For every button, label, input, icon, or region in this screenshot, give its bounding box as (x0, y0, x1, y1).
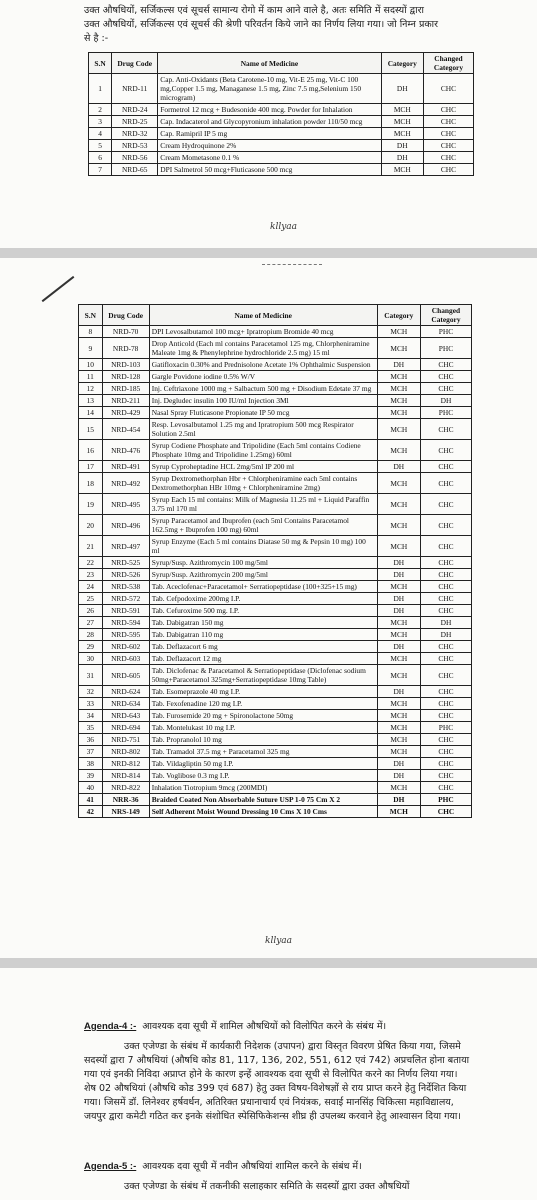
drug-code-cell: NRD-624 (102, 686, 149, 698)
changed-category-cell: CHC (420, 359, 471, 371)
category-cell: MCH (377, 581, 420, 593)
serial-cell: 33 (79, 698, 103, 710)
drug-code-cell: NRD-591 (102, 605, 149, 617)
serial-cell: 22 (79, 557, 103, 569)
drug-code-cell: NRD-492 (102, 473, 149, 494)
table-row (79, 461, 472, 473)
medicine-name-cell: Tab. Dabigatran 150 mg (149, 617, 377, 629)
table-row (79, 383, 472, 395)
table-row (79, 407, 472, 419)
category-cell: DH (377, 461, 420, 473)
serial-cell: 29 (79, 641, 103, 653)
medicine-name-cell: Tab. Dabigatran 110 mg (149, 629, 377, 641)
changed-category-cell: CHC (423, 128, 473, 140)
table-row (79, 665, 472, 686)
changed-category-cell: PHC (420, 722, 471, 734)
drug-code-cell: NRD-496 (102, 515, 149, 536)
drug-code-cell: NRD-694 (102, 722, 149, 734)
drug-code-cell: NRD-495 (102, 494, 149, 515)
column-header: Changed Category (420, 305, 471, 326)
category-cell: MCH (381, 164, 423, 176)
category-cell: MCH (377, 629, 420, 641)
serial-cell: 25 (79, 593, 103, 605)
category-cell: DH (377, 593, 420, 605)
changed-category-cell: CHC (420, 758, 471, 770)
column-header: S.N (79, 305, 103, 326)
agenda-5-title: आवश्यक दवा सूची में नवीन औषधियां शामिल करने के संबंध में। (142, 1161, 362, 1172)
changed-category-cell: DH (420, 629, 471, 641)
changed-category-cell: CHC (423, 140, 473, 152)
table-row (79, 746, 472, 758)
column-header: S.N (89, 53, 112, 74)
category-cell: MCH (377, 734, 420, 746)
agenda-4-title: आवश्यक दवा सूची में शामिल औषधियों को विलोपित करने के संबंध में। (142, 1021, 387, 1032)
drug-code-cell: NRD-572 (102, 593, 149, 605)
column-header: Category (381, 53, 423, 74)
table-row (79, 617, 472, 629)
drug-code-cell: NRD-70 (102, 326, 149, 338)
intro-line: से है :- (84, 33, 109, 44)
table-row (79, 722, 472, 734)
medicine-name-cell: Drop Anticold (Each ml contains Paracetamol 125 mg, Chlorpheniramine Maleate 1mg & Phenylephrine hydrochloride 2.5 mg) 15 ml (149, 338, 377, 359)
changed-category-cell: PHC (420, 794, 471, 806)
column-header: Changed Category (423, 53, 473, 74)
table-row (79, 326, 472, 338)
category-cell: MCH (377, 665, 420, 686)
table-row (79, 359, 472, 371)
table-row (79, 395, 472, 407)
drug-code-cell: NRD-185 (102, 383, 149, 395)
document-page-2 (0, 258, 537, 958)
medicine-name-cell: Tab. Cefuroxime 500 mg. I.P. (149, 605, 377, 617)
table-row (79, 515, 472, 536)
changed-category-cell: DH (420, 617, 471, 629)
table-row (79, 734, 472, 746)
table-row (89, 104, 474, 116)
drug-code-cell: NRS-149 (102, 806, 149, 818)
medicine-name-cell: Cream Hydroquinone 2% (158, 140, 381, 152)
drug-code-cell: NRD-594 (102, 617, 149, 629)
category-cell: DH (377, 359, 420, 371)
changed-category-cell: CHC (420, 605, 471, 617)
serial-cell: 21 (79, 536, 103, 557)
agenda-5-paragraph: उक्त एजेण्डा के संबंध में तकनीकी सलाहकार समिति के सदस्यों द्वारा उक्त औषधियों (124, 1181, 410, 1192)
changed-category-cell: CHC (420, 536, 471, 557)
table-row (79, 758, 472, 770)
medicine-name-cell: Nasal Spray Fluticasone Propionate IP 50 mcg (149, 407, 377, 419)
signature: kllyaa (265, 936, 293, 946)
serial-cell: 19 (79, 494, 103, 515)
drug-code-cell: NRD-538 (102, 581, 149, 593)
table-row (89, 140, 474, 152)
stamp-mark (262, 264, 322, 278)
column-header: Name of Medicine (158, 53, 381, 74)
table-row (79, 770, 472, 782)
serial-cell: 41 (79, 794, 103, 806)
category-cell: DH (377, 794, 420, 806)
changed-category-cell: CHC (423, 152, 473, 164)
column-header: Drug Code (102, 305, 149, 326)
intro-line: उक्त औषधियों, सर्जिकल्स एवं सूचर्स की श्रेणी परिवर्तन किये जाने का निर्णय लिया गया। जो निम्न प्रकार (84, 19, 438, 30)
serial-cell: 30 (79, 653, 103, 665)
medicine-name-cell: Tab. Furosemide 20 mg + Spironolactone 50mg (149, 710, 377, 722)
serial-cell: 32 (79, 686, 103, 698)
serial-cell: 2 (89, 104, 112, 116)
changed-category-cell: CHC (420, 440, 471, 461)
changed-category-cell: CHC (420, 710, 471, 722)
medicine-name-cell: Syrup/Susp. Azithromycin 100 mg/5ml (149, 557, 377, 569)
medicine-name-cell: Syrup Paracetamol and Ibuprofen (each 5ml Contains Paracetamol 162.5mg + Ibuprofen 100 mg) 60ml (149, 515, 377, 536)
medicine-name-cell: Syrup Codiene Phosphate and Tripolidine (Each 5ml contains Codiene Phosphate 10mg and Tripolidine 1.25mg) 60ml (149, 440, 377, 461)
drug-code-cell: NRD-595 (102, 629, 149, 641)
changed-category-cell: CHC (420, 782, 471, 794)
drug-code-cell: NRD-11 (112, 74, 158, 104)
category-cell: MCH (377, 536, 420, 557)
changed-category-cell: CHC (423, 116, 473, 128)
drug-code-cell: NRD-53 (112, 140, 158, 152)
table-row (79, 371, 472, 383)
table-header-row (89, 53, 474, 74)
category-cell: MCH (377, 338, 420, 359)
category-cell: MCH (381, 128, 423, 140)
category-cell: MCH (377, 383, 420, 395)
drug-code-cell: NRD-211 (102, 395, 149, 407)
agenda-4-section (84, 1020, 470, 1124)
table-row (89, 74, 474, 104)
drug-code-cell: NRD-497 (102, 536, 149, 557)
table-row (79, 629, 472, 641)
table-row (79, 782, 472, 794)
table-row (89, 152, 474, 164)
changed-category-cell: CHC (420, 746, 471, 758)
serial-cell: 24 (79, 581, 103, 593)
drug-code-cell: NRD-429 (102, 407, 149, 419)
category-cell: MCH (377, 698, 420, 710)
drug-code-cell: NRD-525 (102, 557, 149, 569)
serial-cell: 27 (79, 617, 103, 629)
category-cell: MCH (377, 371, 420, 383)
drug-code-cell: NRD-526 (102, 569, 149, 581)
category-cell: MCH (377, 407, 420, 419)
medicine-name-cell: Inhalation Tiotropium 9mcg (200MDI) (149, 782, 377, 794)
drug-code-cell: NRD-812 (102, 758, 149, 770)
medicine-name-cell: Syrup Each 15 ml contains: Milk of Magnesia 11.25 ml + Liquid Paraffin 3.75 ml 170 ml (149, 494, 377, 515)
serial-cell: 42 (79, 806, 103, 818)
changed-category-cell: CHC (420, 419, 471, 440)
category-cell: DH (377, 758, 420, 770)
category-cell: MCH (377, 473, 420, 494)
medicine-name-cell: Tab. Fexofenadine 120 mg I.P. (149, 698, 377, 710)
table-row (79, 557, 472, 569)
changed-category-cell: DH (420, 395, 471, 407)
changed-category-cell: CHC (423, 164, 473, 176)
drug-code-cell: NRD-602 (102, 641, 149, 653)
medicine-name-cell: Tab. Tramadol 37.5 mg + Paracetamol 325 mg (149, 746, 377, 758)
category-cell: MCH (377, 782, 420, 794)
document-page-3 (0, 968, 537, 1200)
changed-category-cell: CHC (420, 473, 471, 494)
category-cell: MCH (377, 710, 420, 722)
category-cell: DH (381, 74, 423, 104)
medicine-name-cell: Braided Coated Non Absorbable Suture USP 1-0 75 Cm X 2 (149, 794, 377, 806)
agenda-5-section (84, 1160, 470, 1194)
serial-cell: 28 (79, 629, 103, 641)
changed-category-cell: CHC (420, 515, 471, 536)
changed-category-cell: CHC (420, 461, 471, 473)
category-cell: MCH (377, 326, 420, 338)
changed-category-cell: CHC (420, 665, 471, 686)
serial-cell: 17 (79, 461, 103, 473)
drug-code-cell: NRD-454 (102, 419, 149, 440)
drug-code-cell: NRD-634 (102, 698, 149, 710)
medicine-name-cell: Syrup Enzyme (Each 5 ml contains Diatase 50 mg & Pepsin 10 mg) 100 ml (149, 536, 377, 557)
category-cell: DH (377, 605, 420, 617)
medicine-name-cell: Syrup Cyproheptadine HCL 2mg/5ml IP 200 ml (149, 461, 377, 473)
medicine-name-cell: Tab. Deflazacort 6 mg (149, 641, 377, 653)
category-cell: MCH (377, 722, 420, 734)
medicine-name-cell: Tab. Voglibose 0.3 mg I.P. (149, 770, 377, 782)
medicine-name-cell: Cap. Ramipril IP 5 mg (158, 128, 381, 140)
intro-line: उक्त औषधियों, सर्जिकल्स एवं सूचर्स सामान्य रोगो में काम आने वाले है, अतः समिति में सदस्यों द्वारा (84, 5, 424, 16)
medicine-name-cell: Cap. Anti-Oxidants (Beta Carotene-10 mg, Vit-E 25 mg, Vit-C 100 mg,Copper 1.5 mg, Managanese 1.5 mg, Zinc 7.5 mg,Selenium 150 microgram) (158, 74, 381, 104)
drug-code-cell: NRD-814 (102, 770, 149, 782)
serial-cell: 12 (79, 383, 103, 395)
serial-cell: 34 (79, 710, 103, 722)
drug-code-cell: NRD-605 (102, 665, 149, 686)
medicine-name-cell: Cream Mometasone 0.1 % (158, 152, 381, 164)
table-row (79, 536, 472, 557)
table-row (79, 653, 472, 665)
column-header: Name of Medicine (149, 305, 377, 326)
serial-cell: 14 (79, 407, 103, 419)
table-row (79, 794, 472, 806)
serial-cell: 40 (79, 782, 103, 794)
medicine-name-cell: Inj. Ceftriaxone 1000 mg + Salbactum 500 mg + Disodium Edetate 37 mg (149, 383, 377, 395)
serial-cell: 11 (79, 371, 103, 383)
medicine-name-cell: Cap. Indacaterol and Glycopyronium inhalation powder 110/50 mcg (158, 116, 381, 128)
table-row (89, 164, 474, 176)
medicine-name-cell: Tab. Propranolol 10 mg (149, 734, 377, 746)
medicine-name-cell: Tab. Deflazacort 12 mg (149, 653, 377, 665)
medicine-name-cell: Tab. Esomeprazole 40 mg I.P. (149, 686, 377, 698)
drug-code-cell: NRD-24 (112, 104, 158, 116)
table-row (79, 710, 472, 722)
medicine-category-table-2 (78, 304, 472, 818)
medicine-name-cell: Syrup Dextromethorphan Hbr + Chlorpheniramine each 5ml contains Dextromethorphan HBr 10mg + Chlorpheniramine 2mg) (149, 473, 377, 494)
table-row (89, 116, 474, 128)
serial-cell: 36 (79, 734, 103, 746)
changed-category-cell: CHC (420, 581, 471, 593)
serial-cell: 1 (89, 74, 112, 104)
category-cell: DH (381, 140, 423, 152)
agenda-4-label: Agenda-4 :- (84, 1021, 137, 1032)
medicine-name-cell: Syrup/Susp. Azithromycin 200 mg/5ml (149, 569, 377, 581)
category-cell: DH (381, 152, 423, 164)
column-header: Drug Code (112, 53, 158, 74)
medicine-name-cell: DPI Levosalbutamol 100 mcg+ Ipratropium Bromide 40 mcg (149, 326, 377, 338)
category-cell: DH (377, 569, 420, 581)
drug-code-cell: NRD-25 (112, 116, 158, 128)
medicine-name-cell: Inj. Degludec insulin 100 IU/ml Injection 3Ml (149, 395, 377, 407)
changed-category-cell: CHC (420, 734, 471, 746)
table-row (79, 581, 472, 593)
serial-cell: 26 (79, 605, 103, 617)
medicine-name-cell: Tab. Cefpodoxime 200mg I.P. (149, 593, 377, 605)
serial-cell: 31 (79, 665, 103, 686)
drug-code-cell: NRD-65 (112, 164, 158, 176)
category-cell: MCH (377, 419, 420, 440)
category-cell: MCH (377, 806, 420, 818)
changed-category-cell: CHC (420, 494, 471, 515)
drug-code-cell: NRD-643 (102, 710, 149, 722)
medicine-name-cell: Tab. Diclofenac & Paracetamol & Serratiopeptidase (Diclofenac sodium 50mg+Paracetamol 325mg+Serratiopeptidase 10mg Table) (149, 665, 377, 686)
changed-category-cell: PHC (420, 407, 471, 419)
serial-cell: 38 (79, 758, 103, 770)
serial-cell: 16 (79, 440, 103, 461)
category-cell: MCH (377, 515, 420, 536)
serial-cell: 35 (79, 722, 103, 734)
drug-code-cell: NRD-802 (102, 746, 149, 758)
category-cell: DH (377, 686, 420, 698)
changed-category-cell: CHC (420, 593, 471, 605)
medicine-name-cell: Tab. Montelukast 10 mg I.P. (149, 722, 377, 734)
medicine-name-cell: Gatifloxacin 0.30% and Prednisolone Acetate 1% Ophthalmic Suspension (149, 359, 377, 371)
table-row (79, 419, 472, 440)
changed-category-cell: CHC (423, 104, 473, 116)
drug-code-cell: NRD-32 (112, 128, 158, 140)
serial-cell: 37 (79, 746, 103, 758)
category-cell: DH (377, 641, 420, 653)
changed-category-cell: CHC (420, 698, 471, 710)
table-row (89, 128, 474, 140)
changed-category-cell: CHC (420, 569, 471, 581)
serial-cell: 13 (79, 395, 103, 407)
table-row (79, 698, 472, 710)
drug-code-cell: NRD-491 (102, 461, 149, 473)
drug-code-cell: NRD-103 (102, 359, 149, 371)
category-cell: MCH (377, 746, 420, 758)
serial-cell: 39 (79, 770, 103, 782)
medicine-name-cell: Resp. Levosalbutamol 1.25 mg and Ipratropium 500 mcg Respirator Solution 2.5ml (149, 419, 377, 440)
medicine-category-table-1 (88, 52, 474, 176)
serial-cell: 6 (89, 152, 112, 164)
changed-category-cell: CHC (420, 641, 471, 653)
serial-cell: 7 (89, 164, 112, 176)
category-cell: MCH (377, 653, 420, 665)
medicine-name-cell: Tab. Vildagliptin 50 mg I.P. (149, 758, 377, 770)
table-row (79, 494, 472, 515)
drug-code-cell: NRD-476 (102, 440, 149, 461)
medicine-name-cell: Gargle Povidone iodine 0.5% W/V (149, 371, 377, 383)
drug-code-cell: NRD-78 (102, 338, 149, 359)
pen-mark (42, 276, 75, 302)
serial-cell: 10 (79, 359, 103, 371)
column-header: Category (377, 305, 420, 326)
agenda-5-label: Agenda-5 :- (84, 1161, 137, 1172)
medicine-name-cell: Self Adherent Moist Wound Dressing 10 Cms X 10 Cms (149, 806, 377, 818)
drug-code-cell: NRD-128 (102, 371, 149, 383)
category-cell: MCH (381, 116, 423, 128)
serial-cell: 3 (89, 116, 112, 128)
drug-code-cell: NRD-56 (112, 152, 158, 164)
document-page-1 (0, 0, 537, 248)
table-row (79, 593, 472, 605)
category-cell: DH (377, 557, 420, 569)
serial-cell: 20 (79, 515, 103, 536)
changed-category-cell: PHC (420, 326, 471, 338)
medicine-name-cell: Formetrol 12 mcg + Budesonide 400 mcg. Powder for Inhalation (158, 104, 381, 116)
changed-category-cell: CHC (420, 770, 471, 782)
category-cell: MCH (377, 617, 420, 629)
drug-code-cell: NRD-603 (102, 653, 149, 665)
intro-text (84, 4, 472, 46)
table-row (79, 440, 472, 461)
table-row (79, 473, 472, 494)
table-header-row (79, 305, 472, 326)
serial-cell: 5 (89, 140, 112, 152)
changed-category-cell: CHC (420, 806, 471, 818)
changed-category-cell: CHC (420, 557, 471, 569)
category-cell: MCH (377, 494, 420, 515)
table-row (79, 686, 472, 698)
serial-cell: 9 (79, 338, 103, 359)
serial-cell: 4 (89, 128, 112, 140)
agenda-4-paragraph: उक्त एजेण्डा के संबंध में कार्यकारी निदेशक (उपापन) द्वारा विस्तृत विवरण प्रेषित किया गया, जिसमे सदस्यों द्वारा 7 औषधियां (औषधि कोड 81, 117, 136, 202, 551, 612 एवं 742) अप्रचलित होना बताया गया एवं इनकी निविदा अप्राप्त होने के कारण इन्हें आवश्यक दवा सूची से विलोपित करने का निर्णय लिया गया। शेष 02 औषधियां (औषधि कोड 399 एवं 687) हेतु उक्त विषय-विशेषज्ञों से राय प्राप्त करने हेतु निर्देशित किया गया। जिसमें डॉ. लिनेश्वर हर्षवर्धन, अतिरिक्त प्रधानाचार्य एवं नियंत्रक, सवाई मानसिंह चिकित्सा महाविद्यालय, जयपुर द्वारा कमेटी गठित कर इनके संशोधित स्पेसिफिकेशन्स शीघ्र ही उपलब्ध करवाने हेतु आश्वासन दिया गया। (84, 1041, 470, 1122)
table-row (79, 605, 472, 617)
changed-category-cell: CHC (420, 653, 471, 665)
changed-category-cell: CHC (423, 74, 473, 104)
serial-cell: 15 (79, 419, 103, 440)
category-cell: MCH (377, 440, 420, 461)
serial-cell: 18 (79, 473, 103, 494)
signature: kllyaa (270, 222, 298, 232)
table-row (79, 641, 472, 653)
drug-code-cell: NRR-36 (102, 794, 149, 806)
changed-category-cell: CHC (420, 383, 471, 395)
table-row (79, 338, 472, 359)
table-row (79, 806, 472, 818)
medicine-name-cell: Tab. Aceclofenac+Paracetamol+ Serratiopeptidase (100+325+15 mg) (149, 581, 377, 593)
table-row (79, 569, 472, 581)
serial-cell: 8 (79, 326, 103, 338)
medicine-name-cell: DPI Salmetrol 50 mcg+Fluticasone 500 mcg (158, 164, 381, 176)
drug-code-cell: NRD-822 (102, 782, 149, 794)
category-cell: MCH (381, 104, 423, 116)
category-cell: MCH (377, 395, 420, 407)
changed-category-cell: CHC (420, 371, 471, 383)
drug-code-cell: NRD-751 (102, 734, 149, 746)
serial-cell: 23 (79, 569, 103, 581)
changed-category-cell: CHC (420, 686, 471, 698)
category-cell: DH (377, 770, 420, 782)
changed-category-cell: PHC (420, 338, 471, 359)
